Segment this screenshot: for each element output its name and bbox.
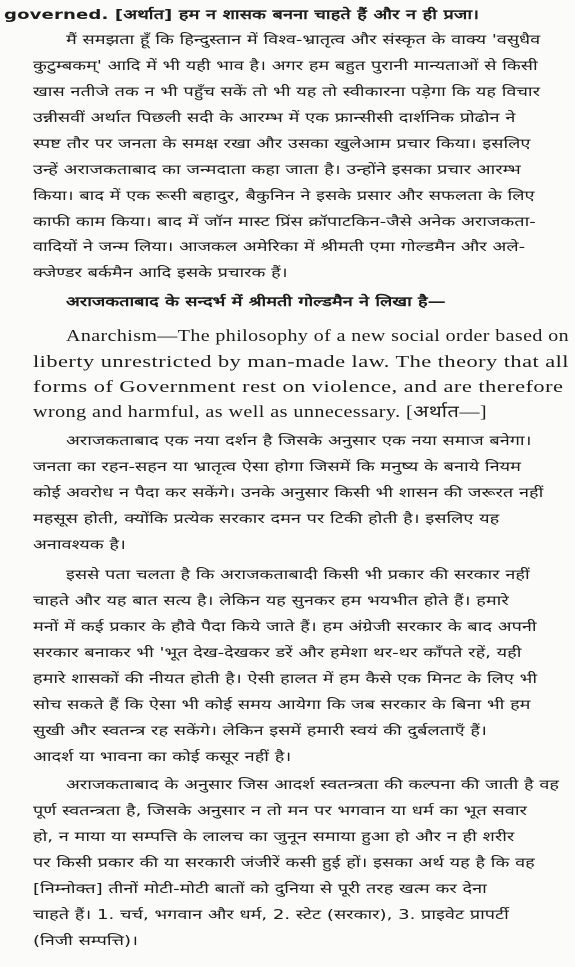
text-line: मैं समझता हूँ कि हिन्दुस्तान में विश्व-भ्रातृत्व और संस्कृत के वाक्य 'वसुधैव <box>66 33 541 48</box>
text-line: चाहते हैं। 1. चर्च, भगवान और धर्म, 2. स्टेट (सरकार), 3. प्राइवेट प्रापर्टी <box>33 908 509 923</box>
text-line: उन्हें अराजकताबाद का जन्मदाता कहा जाता है। उन्होंने इसका प्रचार आरम्भ <box>33 163 521 178</box>
english-quote-line: Anarchism—The philosophy of a new social order based on <box>66 326 569 345</box>
text-line: governed. [अर्थात] हम न शासक बनना चाहते हैं और न ही प्रजा। <box>4 8 480 23</box>
text-line: महसूस होती, क्योंकि प्रत्येक सरकार दमन पर टिकी होती है। इसलिए यह <box>33 512 500 527</box>
text-line: किया। बाद में एक रूसी बहादुर, बैकुनिन ने इसके प्रसार और सफलता के लिए <box>33 189 535 204</box>
text-line: पूर्ण स्वतन्त्रता है, जिसके अनुसार न तो मन पर भगवान या धर्म का भूत सवार <box>33 804 527 819</box>
text-line: कोई अवरोध न पैदा कर सकेंगे। उनके अनुसार किसी भी शासन की जरूरत नहीं <box>33 486 544 501</box>
text-line: क्जेण्डर बर्कमैन आदि इसके प्रचारक हैं। <box>33 266 288 281</box>
text-line: स्पष्ट तौर पर जनता के समक्ष रखा और उसका खुलेआम प्रचार किया। इसलिए <box>33 137 531 152</box>
text-line: [निम्नोक्त] तीनों मोटी-मोटी बातों को दुनिया से पूरी तरह खत्म कर देना <box>33 882 487 897</box>
text-line: अनावश्यक है। <box>33 538 126 553</box>
english-quote-line: wrong and harmful, as well as unnecessary. [अर्थात—] <box>33 402 488 421</box>
english-quote-line: liberty unrestricted by man-made law. The theory that all <box>33 352 569 371</box>
text-line: सरकार बनाकर भी 'भूत देख-देखकर डरें और हमेशा थर-थर काँपते रहें, यही <box>33 646 522 661</box>
text-line: अराजकताबाद के सन्दर्भ में श्रीमती गोल्डमैन ने लिखा है— <box>66 295 446 310</box>
text-line: हो, न माया या सम्पत्ति के लालच का जुनून समाया हुआ हो और न ही शरीर <box>33 830 515 845</box>
text-line: आदर्श या भावना का कोई कसूर नहीं है। <box>33 750 292 765</box>
text-line: पर किसी प्रकार की या सरकारी जंजीरें कसी हुई हों। इसका अर्थ यह है कि वह <box>33 856 535 871</box>
text-line: सोच सकते हैं कि ऐसा भी कोई समय आयेगा कि जब सरकार के बिना भी हम <box>33 698 531 713</box>
text-line: कुटुम्बकम्' आदि में भी यही भाव है। अगर हम बहुत पुरानी मान्यताओं से किसी <box>33 59 538 74</box>
text-line: मनों में कई प्रकार के हौवे पैदा किये जाते हैं। हम अंग्रेजी सरकार के बाद अपनी <box>33 620 537 635</box>
text-line: वादियों ने जन्म लिया। आजकल अमेरिका में श्रीमती एमा गोल्डमैन और अले- <box>33 240 526 255</box>
text-line: काफी काम किया। बाद में जॉन मास्ट प्रिंस क्रॉपाटकिन-जैसे अनेक अराजकता- <box>33 215 536 230</box>
text-line: जनता का रहन-सहन या भ्रातृत्व ऐसा होगा जिसमें कि मनुष्य के बनाये नियम <box>33 460 521 475</box>
text-line: खास नतीजे तक न भी पहुँच सकें तो भी यह तो स्वीकारना पड़ेगा कि यह विचार <box>33 85 541 100</box>
text-line: अराजकताबाद के अनुसार जिस आदर्श स्वतन्त्रता की कल्पना की जाती है वह <box>66 778 560 793</box>
text-line: चाहते और यह बात सत्य है। लेकिन यह सुनकर हम भयभीत होते हैं। हमारे <box>33 594 509 609</box>
text-line: (निजी सम्पत्ति)। <box>33 934 138 949</box>
text-line: हमारे शासकों की नीयत होती है। ऐसी हालत में हम कैसे एक मिनट के लिए भी <box>33 672 538 687</box>
text-line: अराजकताबाद एक नया दर्शन है जिसके अनुसार एक नया समाज बनेगा। <box>66 434 532 449</box>
text-line: इससे पता चलता है कि अराजकताबादी किसी भी प्रकार की सरकार नहीं <box>66 568 530 583</box>
text-line: सुखी और स्वतन्त्र रह सकेंगे। लेकिन इसमें हमारी स्वयं की दुर्बलताएँ हैं। <box>33 724 487 739</box>
text-line: उन्नीसवीं अर्थात पिछली सदी के आरम्भ में एक फ्रान्सीसी दार्शनिक प्रोढोन ने <box>33 111 516 126</box>
english-quote-line: forms of Government rest on violence, and are therefore <box>33 377 564 396</box>
